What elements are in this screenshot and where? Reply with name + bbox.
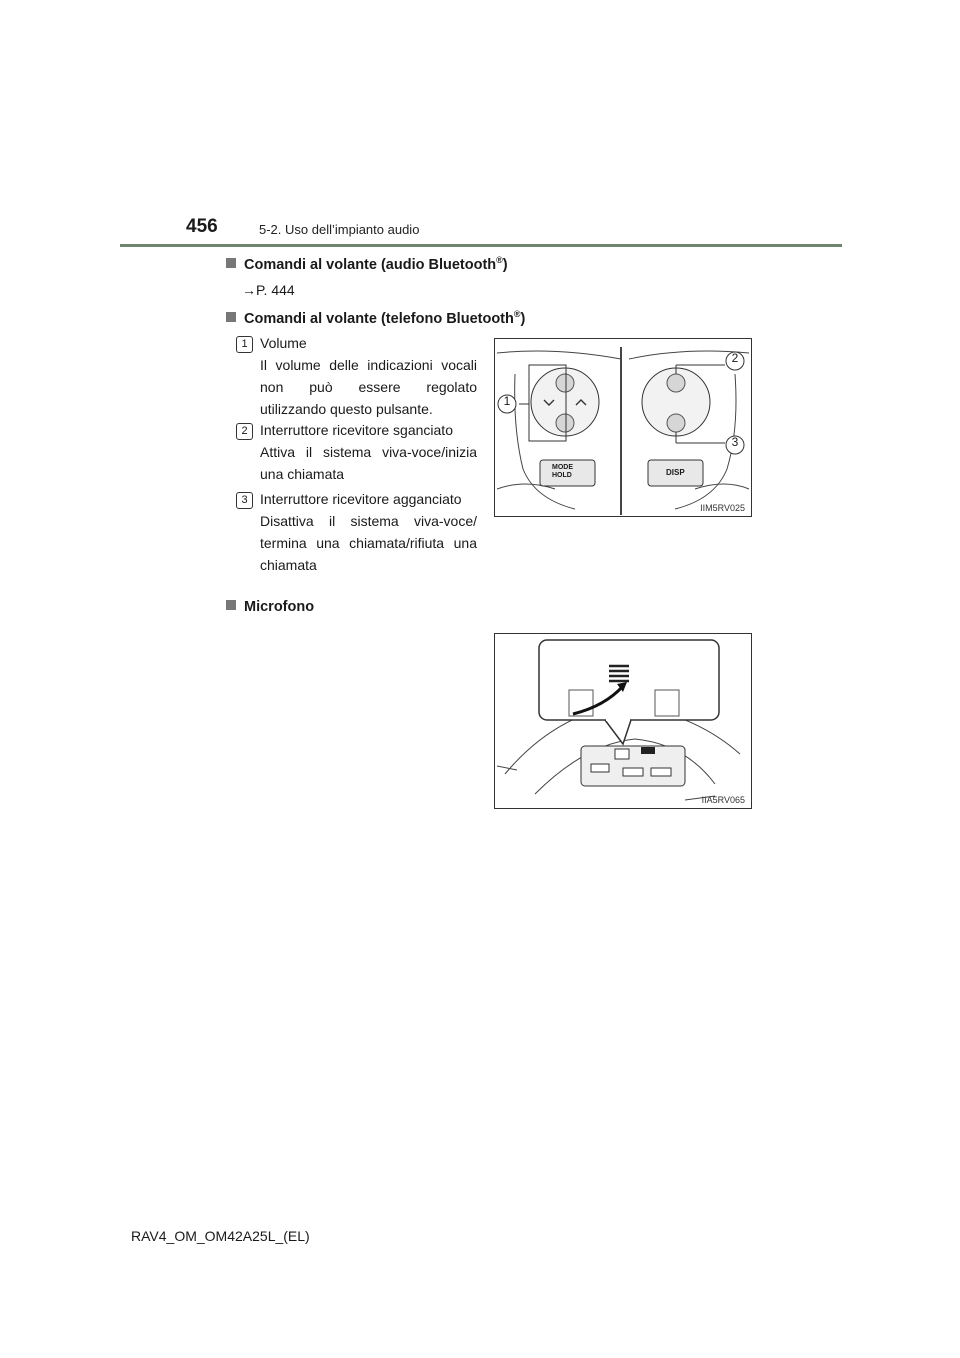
section-title: 5-2. Uso dell’impianto audio xyxy=(259,222,420,237)
item-description: Attiva il sistema viva-voce/inizia una chiamata xyxy=(260,444,477,482)
item-on-hook-switch xyxy=(260,488,477,576)
steering-switch-drawing xyxy=(495,339,751,516)
callout-2: 2 xyxy=(731,351,739,365)
item-title: Volume xyxy=(260,335,307,351)
steering-switch-illustration xyxy=(494,338,752,517)
figure-code: IIA5RV065 xyxy=(701,795,745,805)
heading-microphone: Microfono xyxy=(226,599,314,615)
item-number-badge: 3 xyxy=(236,492,253,509)
item-number-badge: 1 xyxy=(236,336,253,353)
mode-hold-button-label: MODE HOLD xyxy=(552,464,573,479)
header-divider xyxy=(120,244,842,247)
item-number-badge: 2 xyxy=(236,423,253,440)
item-title: Interruttore ricevitore sganciato xyxy=(260,422,453,438)
heading-steering-audio: Comandi al volante (audio Bluetooth®) xyxy=(226,255,508,273)
item-description: Il volume delle indicazioni vocali non può essere regolato utilizzando questo pulsante. xyxy=(260,357,477,417)
heading-steering-phone: Comandi al volante (telefono Bluetooth®) xyxy=(226,309,525,327)
bullet-square-icon xyxy=(226,312,236,322)
figure-code: IIM5RV025 xyxy=(700,503,745,513)
item-off-hook-switch xyxy=(260,419,477,485)
bullet-square-icon xyxy=(226,258,236,268)
disp-button-label: DISP xyxy=(666,468,685,477)
microphone-illustration xyxy=(494,633,752,809)
document-code: RAV4_OM_OM42A25L_(EL) xyxy=(131,1228,310,1244)
page-reference-link[interactable]: →P. 444 xyxy=(242,282,295,298)
item-volume xyxy=(260,332,477,420)
callout-1: 1 xyxy=(503,394,511,408)
microphone-drawing xyxy=(495,634,751,808)
page-number: 456 xyxy=(186,216,218,237)
item-description: Disattiva il sistema viva-voce/ termina una chiamata/rifiuta una chiamata xyxy=(260,513,477,573)
bullet-square-icon xyxy=(226,600,236,610)
callout-3: 3 xyxy=(731,435,739,449)
item-title: Interruttore ricevitore agganciato xyxy=(260,491,462,507)
